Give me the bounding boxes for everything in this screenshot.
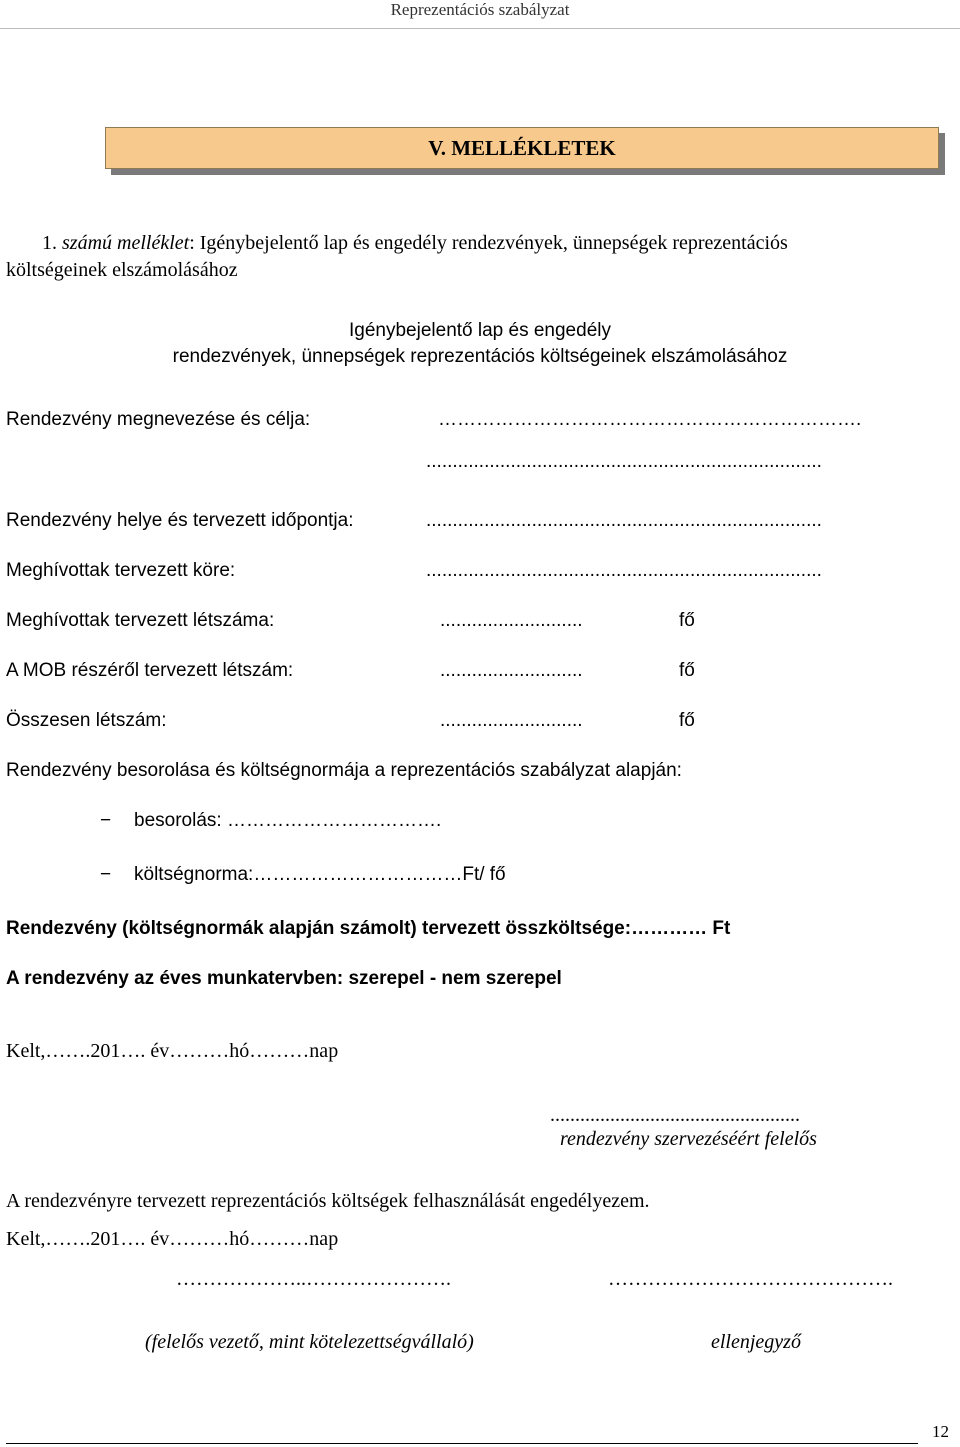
classification-line: besorolás: ……………………………. xyxy=(134,810,442,831)
appendix-colon: : xyxy=(189,232,200,254)
bullet-dash-classification: − xyxy=(100,810,112,831)
right-signature-label: ellenjegyző xyxy=(711,1331,801,1353)
cost-norm-line: költségnorma:……………………………Ft/ fő xyxy=(134,864,506,885)
total-count-dots: ........................... xyxy=(440,710,583,731)
organizer-signature-label: rendezvény szervezéséért felelős xyxy=(560,1128,817,1150)
classification-heading: Rendezvény besorolása és költségnormája a reprezentációs szabályzat alapján: xyxy=(6,760,682,781)
invitees-circle-dots: ........................................................................... xyxy=(426,560,822,581)
event-name-dots-2: ........................................................................... xyxy=(426,451,822,472)
footer-divider xyxy=(6,1443,918,1444)
appendix-text-line2: költségeinek elszámolásához xyxy=(6,259,238,281)
appendix-number: 1. xyxy=(42,232,62,254)
date-line-1: Kelt,…….201…. év………hó………nap xyxy=(6,1040,339,1062)
date-line-2: Kelt,…….201…. év………hó………nap xyxy=(6,1228,339,1250)
header-title: Reprezentációs szabályzat xyxy=(390,0,570,19)
event-name-dots-1: …………………………………………………………. xyxy=(438,409,862,430)
right-signature-dots: ……………………………………. xyxy=(608,1268,893,1290)
page-number: 12 xyxy=(932,1422,949,1441)
organizer-signature-dots: .................................................. xyxy=(550,1104,800,1126)
mob-count-dots: ........................... xyxy=(440,660,583,681)
left-signature-label: (felelős vezető, mint kötelezettségvállaló) xyxy=(145,1331,474,1353)
section-banner-title: V. MELLÉKLETEK xyxy=(428,135,616,160)
event-name-label: Rendezvény megnevezése és célja: xyxy=(6,409,311,430)
total-count-label: Összesen létszám: xyxy=(6,710,167,731)
invitees-circle-label: Meghívottak tervezett köre: xyxy=(6,560,236,581)
event-place-dots: ........................................................................... xyxy=(426,510,822,531)
invitees-count-label: Meghívottak tervezett létszáma: xyxy=(6,610,275,631)
section-banner xyxy=(105,127,939,169)
invitees-count-dots: ........................... xyxy=(440,610,583,631)
mob-count-unit: fő xyxy=(679,660,695,681)
appendix-text-line1: Igénybejelentő lap és engedély rendezvények, ünnepségek reprezentációs xyxy=(199,232,788,254)
left-signature-dots: ………………..…………………. xyxy=(176,1268,451,1290)
approval-statement: A rendezvényre tervezett reprezentációs költségek felhasználását engedélyezem. xyxy=(6,1190,650,1212)
form-title-line2: rendezvények, ünnepségek reprezentációs költségeinek elszámolásához xyxy=(172,346,788,367)
mob-count-label: A MOB részéről tervezett létszám: xyxy=(6,660,294,681)
event-place-label: Rendezvény helye és tervezett időpontja: xyxy=(6,510,354,531)
total-cost-line: Rendezvény (költségnormák alapján számolt) tervezett összköltsége:………… Ft xyxy=(6,918,731,939)
bullet-dash-cost-norm: − xyxy=(100,864,112,885)
header-divider xyxy=(0,28,960,29)
total-count-unit: fő xyxy=(679,710,695,731)
appendix-intro xyxy=(42,230,788,257)
invitees-count-unit: fő xyxy=(679,610,695,631)
appendix-label: számú melléklet xyxy=(62,232,190,254)
form-title-line1: Igénybejelentő lap és engedély xyxy=(349,320,611,341)
work-plan-line: A rendezvény az éves munkatervben: szerepel - nem szerepel xyxy=(6,968,562,989)
